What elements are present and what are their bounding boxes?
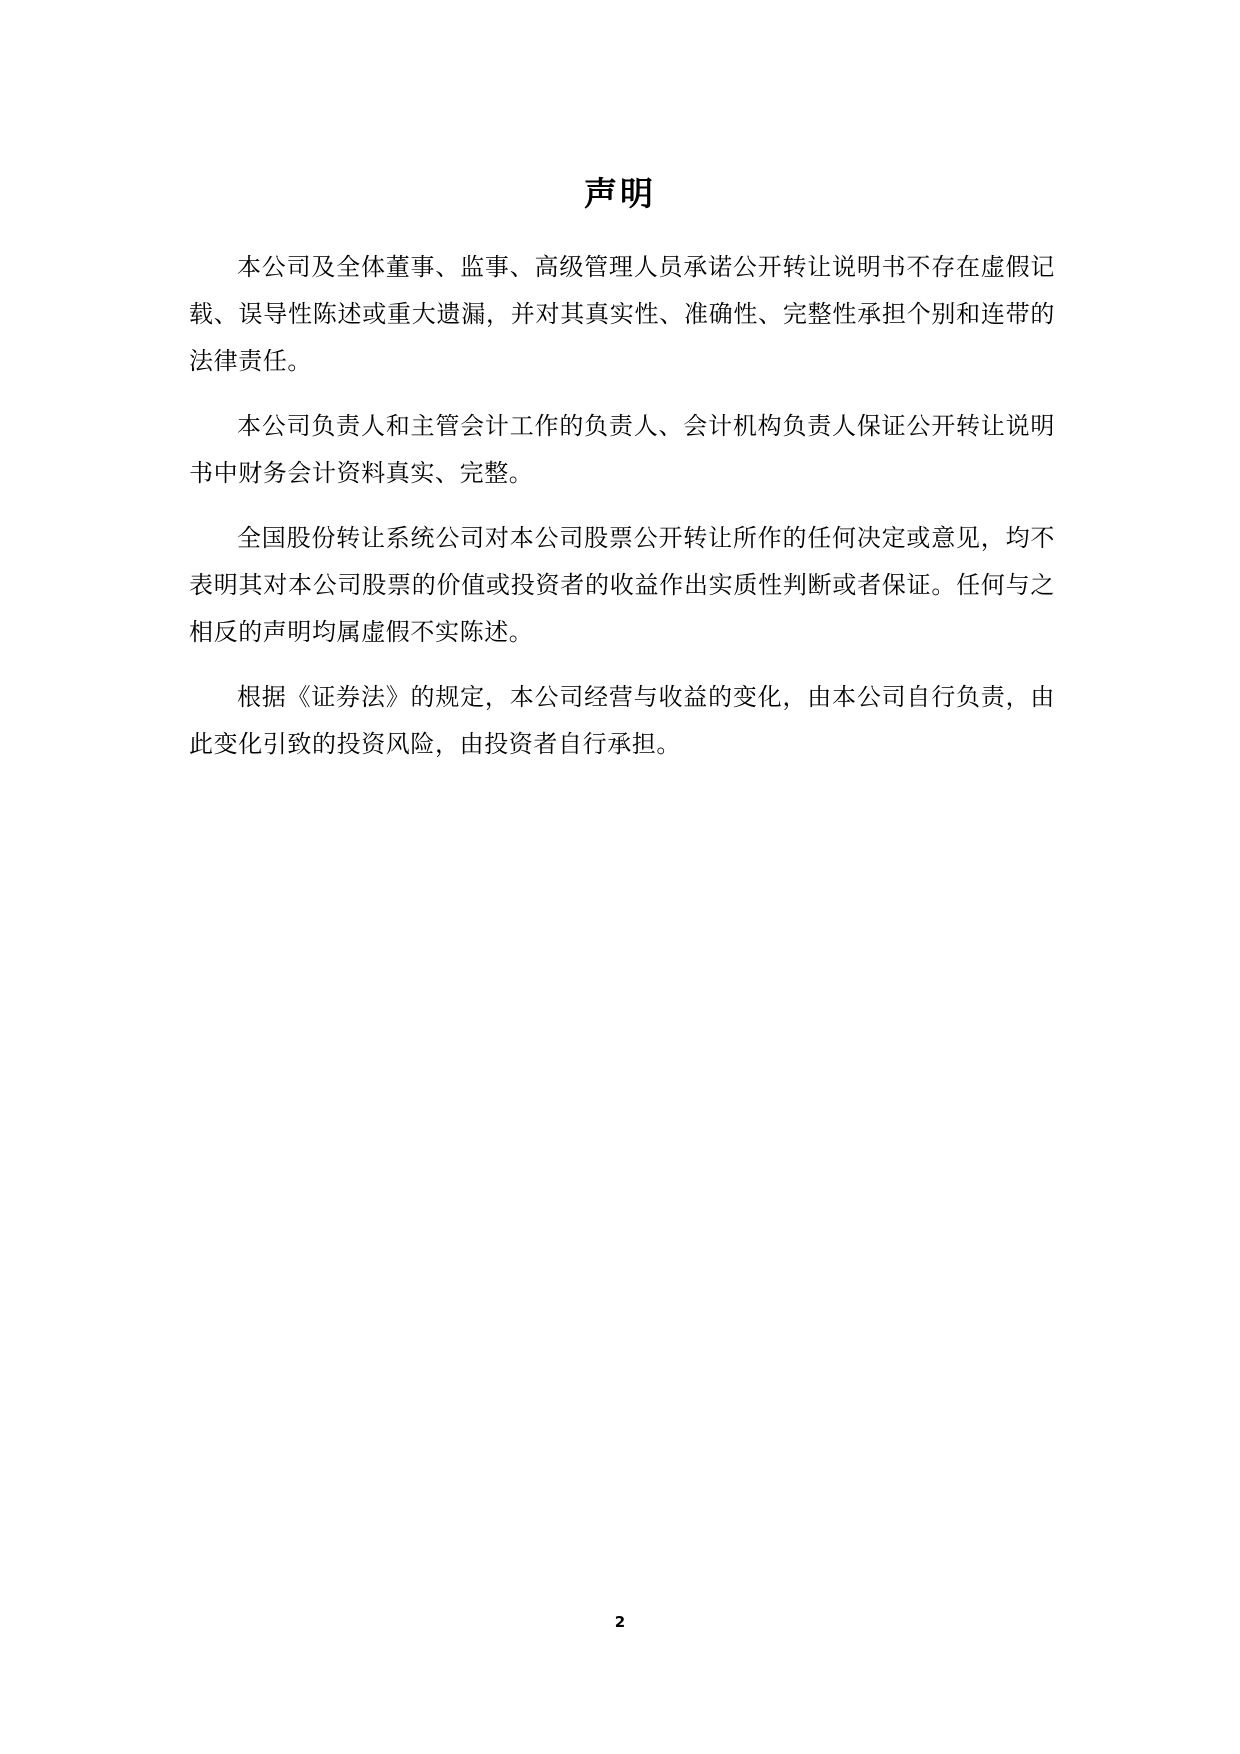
paragraph-3: 全国股份转让系统公司对本公司股票公开转让所作的任何决定或意见，均不表明其对本公司股票的价值或投资者的收益作出实质性判断或者保证。任何与之相反的声明均属虚假不实陈述。 <box>189 524 1055 646</box>
declaration-body <box>189 244 1055 786</box>
paragraph-2: 本公司负责人和主管会计工作的负责人、会计机构负责人保证公开转让说明书中财务会计资料真实、完整。 <box>189 412 1055 487</box>
paragraph-4: 根据《证券法》的规定，本公司经营与收益的变化，由本公司自行负责，由此变化引致的投资风险，由投资者自行承担。 <box>189 683 1055 758</box>
page-number: 2 <box>614 1613 626 1631</box>
page-title: 声明 <box>584 174 656 213</box>
paragraph-1: 本公司及全体董事、监事、高级管理人员承诺公开转让说明书不存在虚假记载、误导性陈述或重大遗漏，并对其真实性、准确性、完整性承担个别和连带的法律责任。 <box>189 253 1055 375</box>
